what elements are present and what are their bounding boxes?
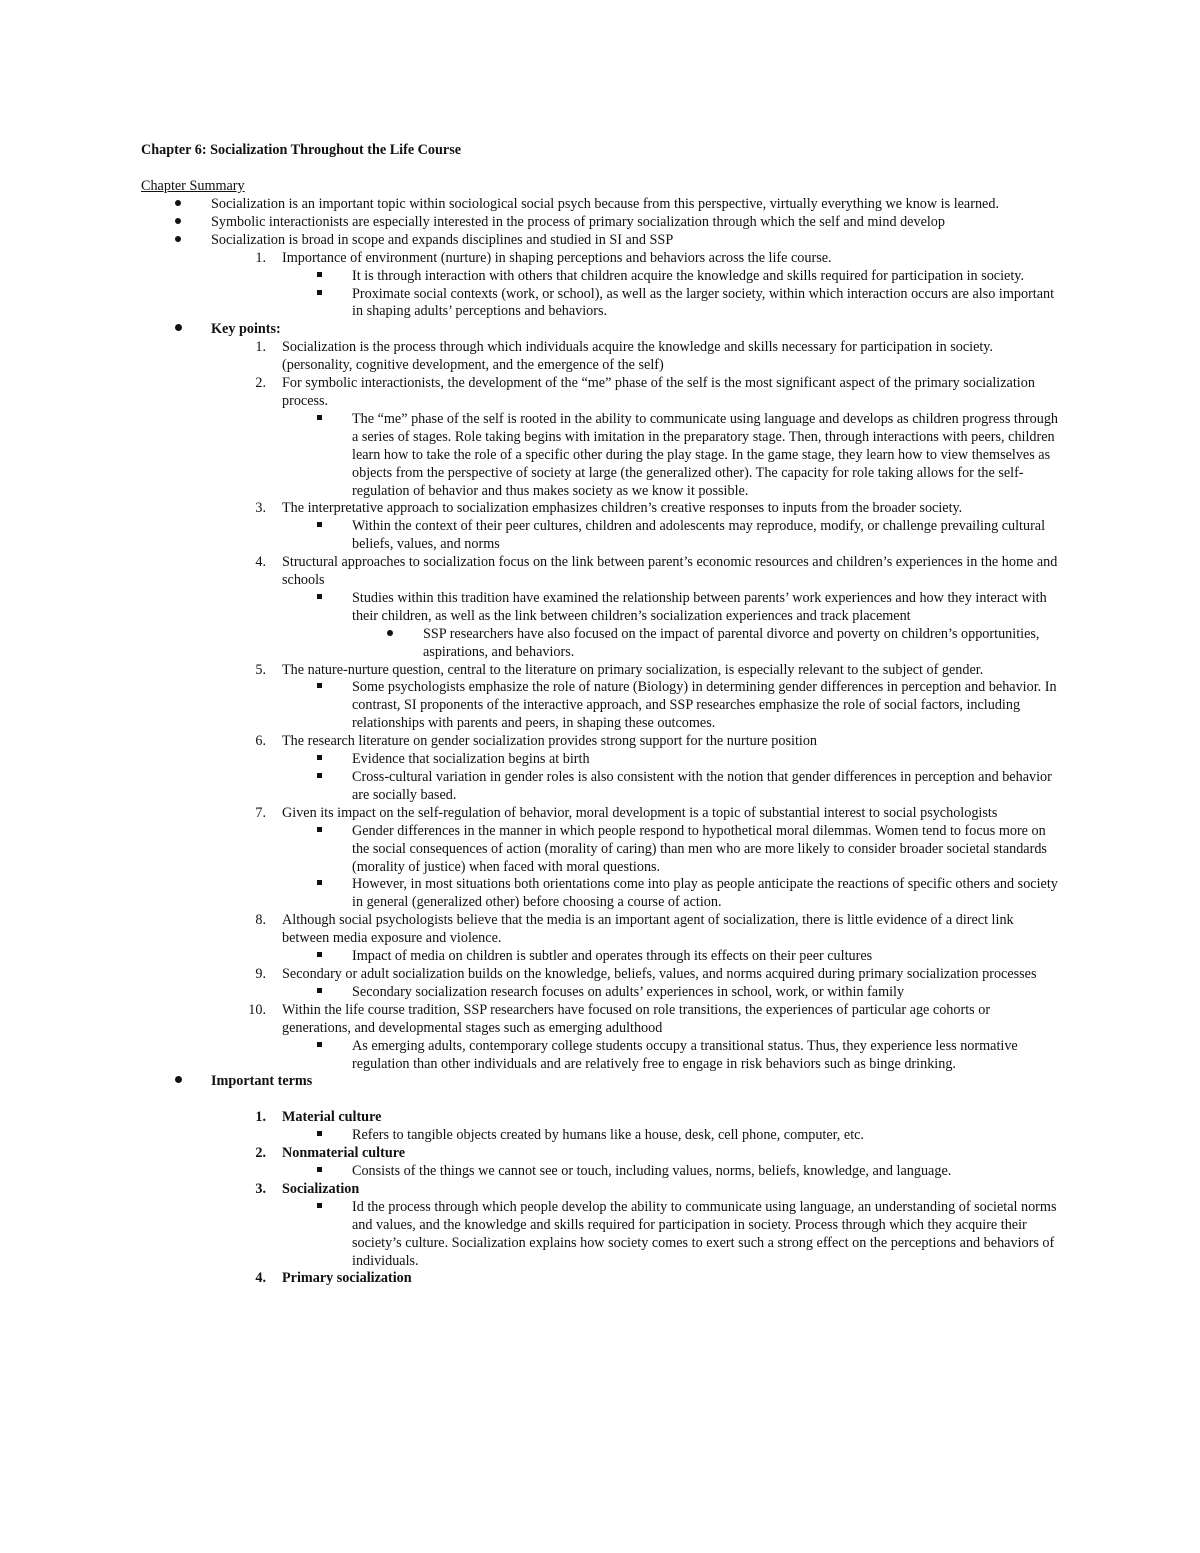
sub-item: As emerging adults, contemporary college students occupy a transitional status. Thus, they experience less normative regulation than other individuals and are relatively free to engage in risk behaviors such as binge drinking. [141,1038,1061,1074]
sub-item: It is through interaction with others that children acquire the knowledge and skills required for participation in society. [141,268,1061,286]
key-points-list [141,339,1061,1073]
item-number: 10. [248,1001,266,1018]
square-bullet-icon [317,1127,322,1145]
document-title: Chapter 6: Socialization Throughout the Life Course [141,142,462,158]
square-bullet-icon [317,268,322,286]
document-body [141,196,1061,1288]
square-bullet-icon [317,948,322,966]
section-label: Key points: [141,321,1061,339]
square-bullet-icon [317,590,322,608]
square-bullet-icon [317,1038,322,1056]
numbered-item: 2. For symbolic interactionists, the development of the “me” phase of the self is the most significant aspect of the primary socialization process. [141,375,1061,411]
section-heading: Chapter Summary [141,178,245,194]
item-number: 5. [255,661,266,678]
term-item: 3. Socialization [141,1181,1061,1199]
square-bullet-icon [317,518,322,536]
square-bullet-icon [317,1163,322,1181]
square-bullet-icon [317,751,322,769]
bullet-icon [175,1073,182,1091]
square-bullet-icon [317,679,322,697]
numbered-item: 3. The interpretative approach to socialization emphasizes children’s creative responses to inputs from the broader society. [141,500,1061,518]
sub-item: Secondary socialization research focuses on adults’ experiences in school, work, or within family [141,984,1061,1002]
item-number: 7. [255,804,266,821]
square-bullet-icon [317,286,322,304]
numbered-item: 8. Although social psychologists believe that the media is an important agent of socialization, there is little evidence of a direct link between media exposure and violence. [141,912,1061,948]
bullet-icon [175,321,182,339]
numbered-item: 6. The research literature on gender socialization provides strong support for the nurture position [141,733,1061,751]
important-terms-list [141,1109,1061,1288]
list-item: Socialization is an important topic within sociological social psych because from this perspective, virtually everything we know is learned. [141,196,1061,214]
sub-item: Evidence that socialization begins at birth [141,751,1061,769]
square-bullet-icon [317,769,322,787]
square-bullet-icon [317,823,322,841]
sub-item: Proximate social contexts (work, or school), as well as the larger society, within which interaction occurs are also important in shaping adults’ perceptions and behaviors. [141,286,1061,322]
list-item: Symbolic interactionists are especially interested in the process of primary socialization through which the self and mind develop [141,214,1061,232]
bullet-icon [175,214,181,232]
sub-item: Gender differences in the manner in which people respond to hypothetical moral dilemmas. Women tend to focus more on the social consequences of action (morality of caring) than men who are more likely to consider broader societal standards (morality of justice) when faced with moral questions. [141,823,1061,877]
square-bullet-icon [317,876,322,894]
sub-item: Consists of the things we cannot see or touch, including values, norms, beliefs, knowledge, and language. [141,1163,1061,1181]
numbered-item: 1. Socialization is the process through which individuals acquire the knowledge and skills necessary for participation in society. (personality, cognitive development, and the emergence of the self) [141,339,1061,375]
sub-item: Within the context of their peer cultures, children and adolescents may reproduce, modify, or challenge prevailing cultural beliefs, values, and norms [141,518,1061,554]
bullet-icon [387,626,393,644]
sub-item: However, in most situations both orientations come into play as people anticipate the reactions of specific others and society in general (generalized other) before choosing a course of action. [141,876,1061,912]
term-item: 2. Nonmaterial culture [141,1145,1061,1163]
sub-item: Studies within this tradition have examined the relationship between parents’ work experiences and how they interact with their children, as well as the link between children’s socialization experiences and track placement [141,590,1061,626]
term-item: 1. Material culture [141,1109,1061,1127]
numbered-item: 1. Importance of environment (nurture) in shaping perceptions and behaviors across the life course. [141,250,1061,268]
numbered-item: 5. The nature-nurture question, central to the literature on primary socialization, is especially relevant to the subject of gender. [141,662,1061,680]
term-item: 4. Primary socialization [141,1270,1061,1288]
item-number: 2. [255,1145,266,1162]
bullet-icon [175,196,181,214]
list-item: Socialization is broad in scope and expands disciplines and studied in SI and SSP [141,232,1061,250]
square-bullet-icon [317,411,322,429]
numbered-item: 4. Structural approaches to socialization focus on the link between parent’s economic resources and children’s experiences in the home and schools [141,554,1061,590]
numbered-item: 7. Given its impact on the self-regulation of behavior, moral development is a topic of substantial interest to social psychologists [141,805,1061,823]
numbered-item: 10. Within the life course tradition, SSP researchers have focused on role transitions, the experiences of particular age cohorts or generations, and developmental stages such as emerging adulthood [141,1002,1061,1038]
item-number: 1. [255,339,266,356]
sub-item: Refers to tangible objects created by humans like a house, desk, cell phone, computer, etc. [141,1127,1061,1145]
item-number: 1. [255,1109,266,1126]
item-number: 4. [255,1270,266,1287]
section-label: Important terms [141,1073,1061,1091]
square-bullet-icon [317,1199,322,1217]
sub-item: Cross-cultural variation in gender roles is also consistent with the notion that gender differences in perception and behavior are socially based. [141,769,1061,805]
sub-sub-item: SSP researchers have also focused on the impact of parental divorce and poverty on children’s opportunities, aspirations, and behaviors. [141,626,1061,662]
item-number: 4. [255,554,266,571]
sub-item: The “me” phase of the self is rooted in the ability to communicate using language and develops as children progress through a series of stages. Role taking begins with imitation in the preparatory stage. Then, through interactions with peers, children learn how to take the role of a specific other during the play stage. In the game stage, they learn how to view themselves as objects from the perspective of society at large (the generalized other). The capacity for role taking allows for the self-regulation of behavior and thus makes society as we know it possible. [141,411,1061,501]
spacer [141,1091,1061,1109]
item-number: 2. [255,375,266,392]
item-number: 9. [255,965,266,982]
item-number: 3. [255,1180,266,1197]
sub-item: Id the process through which people develop the ability to communicate using language, an understanding of societal norms and values, and the knowledge and skills required for participation in society. Process through which they acquire their society’s culture. Socialization explains how society comes to exert such a strong effect on the perceptions and behaviors of individuals. [141,1199,1061,1271]
square-bullet-icon [317,984,322,1002]
item-number: 6. [255,733,266,750]
item-number: 3. [255,500,266,517]
sub-item: Some psychologists emphasize the role of nature (Biology) in determining gender differences in perception and behavior. In contrast, SI proponents of the interactive approach, and SSP researches emphasize the role of social factors, including relationships with parents and peers, in shaping these outcomes. [141,679,1061,733]
numbered-item: 9. Secondary or adult socialization builds on the knowledge, beliefs, values, and norms acquired during primary socialization processes [141,966,1061,984]
sub-item: Impact of media on children is subtler and operates through its effects on their peer cultures [141,948,1061,966]
bullet-icon [175,232,181,250]
item-number: 8. [255,912,266,929]
item-number: 1. [255,249,266,266]
